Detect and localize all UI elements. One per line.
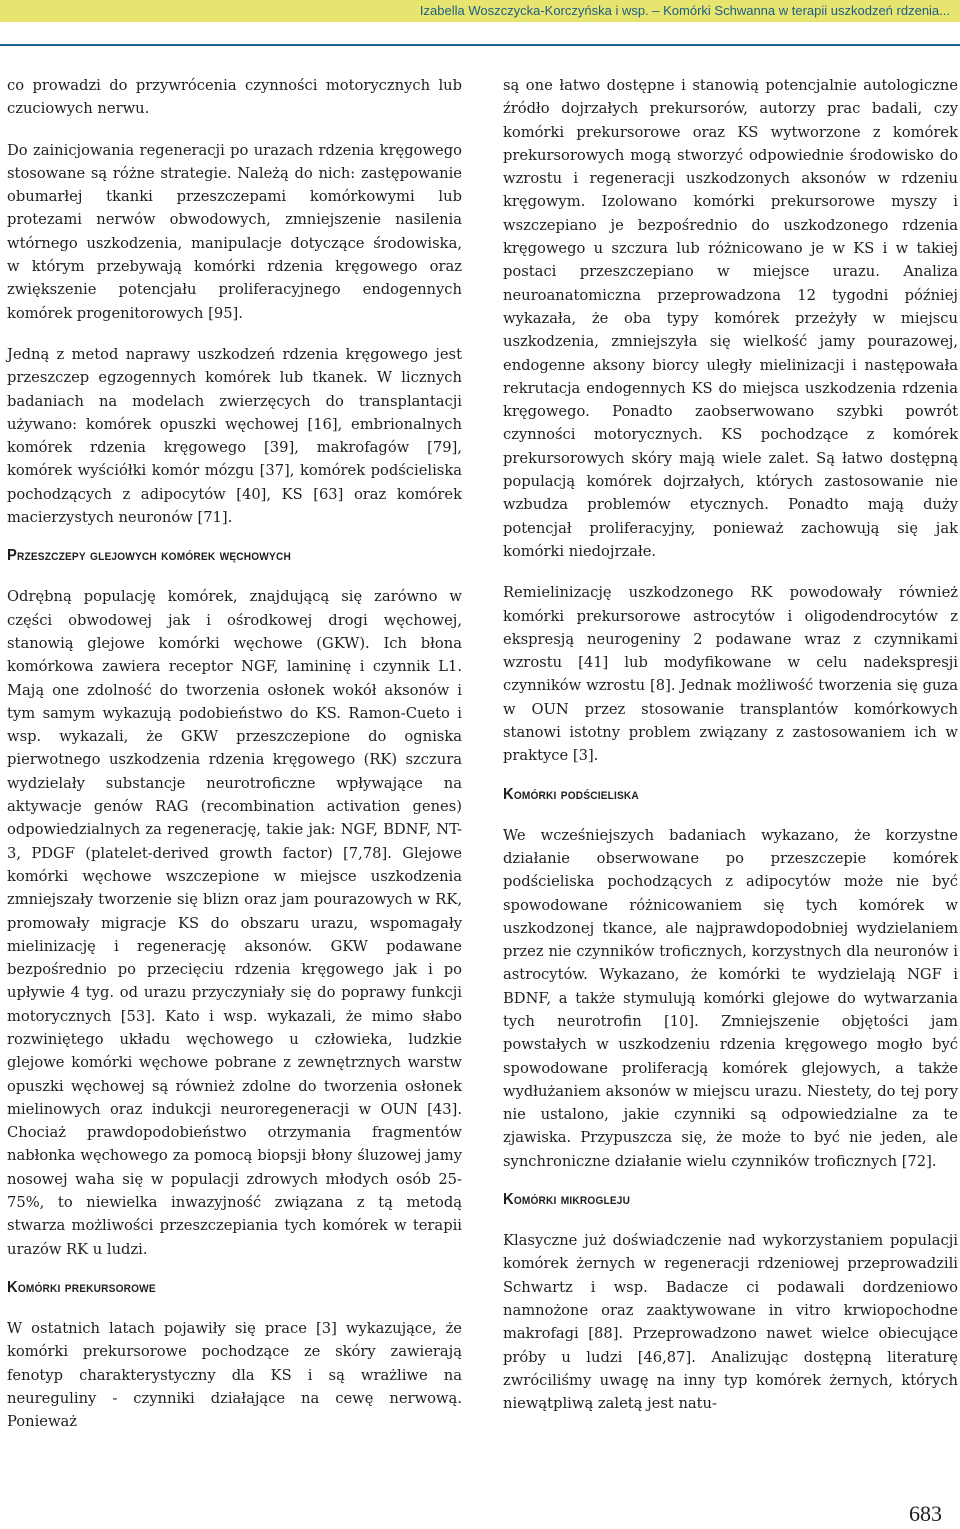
paragraph: Klasyczne już doświadczenie nad wykorzystaniem populacji komórek żernych w regeneracji rdzeniowej przeprowadzili Schwartz i wsp. Badacze ci podawali dordzeniowo namnożone oraz zaaktywowane in vitro krwiopochodne makrofagi [88]. Przeprowadzono nawet wielce obiecujące próby u ludzi [46,87]. Analizując dostępną literaturę zwróciliśmy uwagę na inny typ komórek żernych, których niewątpliwą zaletą jest natu- bbox=[503, 1232, 958, 1413]
paragraph: We wcześniejszych badaniach wykazano, że korzystne działanie obserwowane po przeszczepie komórek podścieliska pochodzących z adipocytów może nie być spowodowane różnicowaniem się tych komórek w uszkodzonej tkance, ale najprawdopodobniej wydzielaniem przez nie czynników troficznych, korzystnych dla neuronów i astrocytów. Wykazano, że komórki te wydzielają NGF i BDNF, a także stymulują komórki glejowe do wytwarzania tych neurotrofin [10]. Zmniejszenie objętości jam powstałych w uszkodzeniu rdzenia kręgowego mogło być spowodowane proliferacją komórek glejowych, a także wydłużaniem aksonów w miejscu urazu. Niestety, do tej pory nie ustalono, jakie czynniki są odpowiedzialne za te zjawiska. Przypuszcza się, że może to być nie jeden, ale synchroniczne działanie wielu czynników troficznych [72]. bbox=[503, 826, 958, 1170]
paragraph: są one łatwo dostępne i stanowią potencjalnie autologiczne źródło dojrzałych prekursorów, autorzy prac badali, czy komórki prekursorowe oraz KS wytworzone z komórek prekursorowych mogą stworzyć odpowiednie środowisko do wzrostu i regeneracji uszkodzonych aksonów w rdzeniu kręgowym. Izolowano komórki prekursorowe myszy i wszczepiano je bezpośrednio do uszkodzonego rdzenia kręgowego u szczura lub różnicowano je w KS i w takiej postaci przeszczepiano w miejsce urazu. Analiza neuroanatomiczna przeprowadzona 12 tygodni później wykazała, że oba typy komórek przeżyły w miejscu uszkodzenia, zmniejszyła się wielkość jamy pourazowej, endogenne aksony biorcy uległy mielinizacji i następowała rekrutacja endogennych KS do miejsca uszkodzenia rdzenia kręgowego. Ponadto zaobserwowano szybki powrót czynności motorycznych. KS pochodzące z komórek prekursorowych skóry mają wiele zalet. Są łatwo dostępną populacją komórek dojrzałych, których zastosowanie nie wzbudza problemów etycznych. Ponadto mają duży potencjał proliferacyjny, ponieważ zachowują się jak komórki niedojrzałe. bbox=[503, 77, 958, 560]
section-heading-stromal-cells: Komórki podścieliska bbox=[503, 785, 639, 803]
paragraph: W ostatnich latach pojawiły się prace [3] wykazujące, że komórki prekursorowe pochodzące ze skóry zawierają fenotyp charakterystyczny dla KS i są wrażliwe na neureguliny - czynniki działające na cewę nerwową. Ponieważ bbox=[7, 1319, 462, 1431]
header-divider bbox=[0, 44, 960, 46]
paragraph: Jedną z metod naprawy uszkodzeń rdzenia kręgowego jest przeszczep egzogennych komórek lub tkanek. W licznych badaniach na modelach zwierzęcych do transplantacji używano: komórek opuszki węchowej [16], embrionalnych komórek rdzenia kręgowego [39], makrofagów [79], komórek wyściółki komór mózgu [37], komórek podścieliska pochodzących z adipocytów [40], KS [63] oraz komórek macierzystych neuronów [71]. bbox=[7, 345, 462, 527]
running-header-bar bbox=[0, 0, 960, 22]
section-heading-olfactory-glia: Przeszczepy glejowych komórek węchowych bbox=[7, 547, 291, 565]
section-heading-precursor-cells: Komórki prekursorowe bbox=[7, 1278, 156, 1296]
paragraph: Odrębną populację komórek, znajdującą się zarówno w części obwodowej jak i ośrodkowej drogi węchowej, stanowią glejowe komórki węchowe (GKW). Ich błona komórkowa zawiera receptor NGF, lamininę i czynnik L1. Mają one zdolność do tworzenia osłonek wokół aksonów i tym samym wykazują podobieństwo do KS. Ramon-Cueto i wsp. wykazali, że GKW przeszczepione do ogniska pierwotnego uszkodzenia rdzenia kręgowego (RK) szczura wydzielały substancje neurotroficzne wpływające na aktywacje genów RAG (recombination activation genes) odpowiedzialnych za regenerację, takie jak: NGF, BDNF, NT-3, PDGF (platelet-derived growth factor) [7,78]. Glejowe komórki węchowe wszczepione w miejsce uszkodzenia zmniejszały tworzenie się blizn oraz jam pourazowych w RK, promowały migracje KS do obszaru urazu, wspomagały mielinizację i regenerację aksonów. GKW podawane bezpośrednio po przecięciu rdzenia kręgowego jak i po upływie 4 tyg. od urazu przyczyniały się do poprawy funkcji motorycznych [53]. Kato i wsp. wykazali, że mimo słabo rozwiniętego układu węchowego u człowieka, ludzkie glejowe komórki węchowe pobrane z zewnętrznych warstw opuszki węchowej są również zdolne do tworzenia osłonek mielinowych oraz indukcji neuroregeneracji w OUN [43]. Chociaż prawdopodobieństwo otrzymania fragmentów nabłonka węchowego za pomocą biopsji błony śluzowej jamy nosowej waha się w populacji zdrowych młodych osób 25-75%, to niewielka inwazyjność związana z tą metodą stwarza możliwości przeszczepiania tych komórek w terapii urazów RK u ludzi. bbox=[7, 588, 462, 1258]
left-column bbox=[7, 74, 462, 1451]
right-column bbox=[503, 74, 958, 1433]
running-header-title: Izabella Woszczycka-Korczyńska i wsp. – Komórki Schwanna w terapii uszkodzeń rdzenia... bbox=[419, 3, 950, 18]
paragraph: Remielinizację uszkodzonego RK powodowały również komórki prekursorowe astrocytów i oligodendrocytów z ekspresją neurogeniny 2 podawane wraz z czynnikami wzrostu [41] lub modyfikowane w celu nadekspresji czynników wzrostu [8]. Jednak możliwość tworzenia się guza w OUN przez stosowanie transplantów komórkowych stanowi istotny problem związany z zastosowaniem ich w praktyce [3]. bbox=[503, 584, 958, 765]
page-number: 683 bbox=[909, 1501, 942, 1526]
section-heading-microglia: Komórki mikrogleju bbox=[503, 1191, 631, 1209]
paragraph: co prowadzi do przywrócenia czynności motorycznych lub czuciowych nerwu. bbox=[7, 77, 462, 118]
paragraph: Do zainicjowania regeneracji po urazach rdzenia kręgowego stosowane są różne strategie. Należą do nich: zastępowanie obumarłej tkanki przeszczepami komórkowymi lub protezami nerwów obwodowych, zmniejszenie nasilenia wtórnego uszkodzenia, manipulacje dotyczące środowiska, w którym przebywają komórki rdzenia kręgowego oraz zwiększenie potencjału proliferacyjnego endogennych komórek progenitorowych [95]. bbox=[7, 141, 462, 322]
